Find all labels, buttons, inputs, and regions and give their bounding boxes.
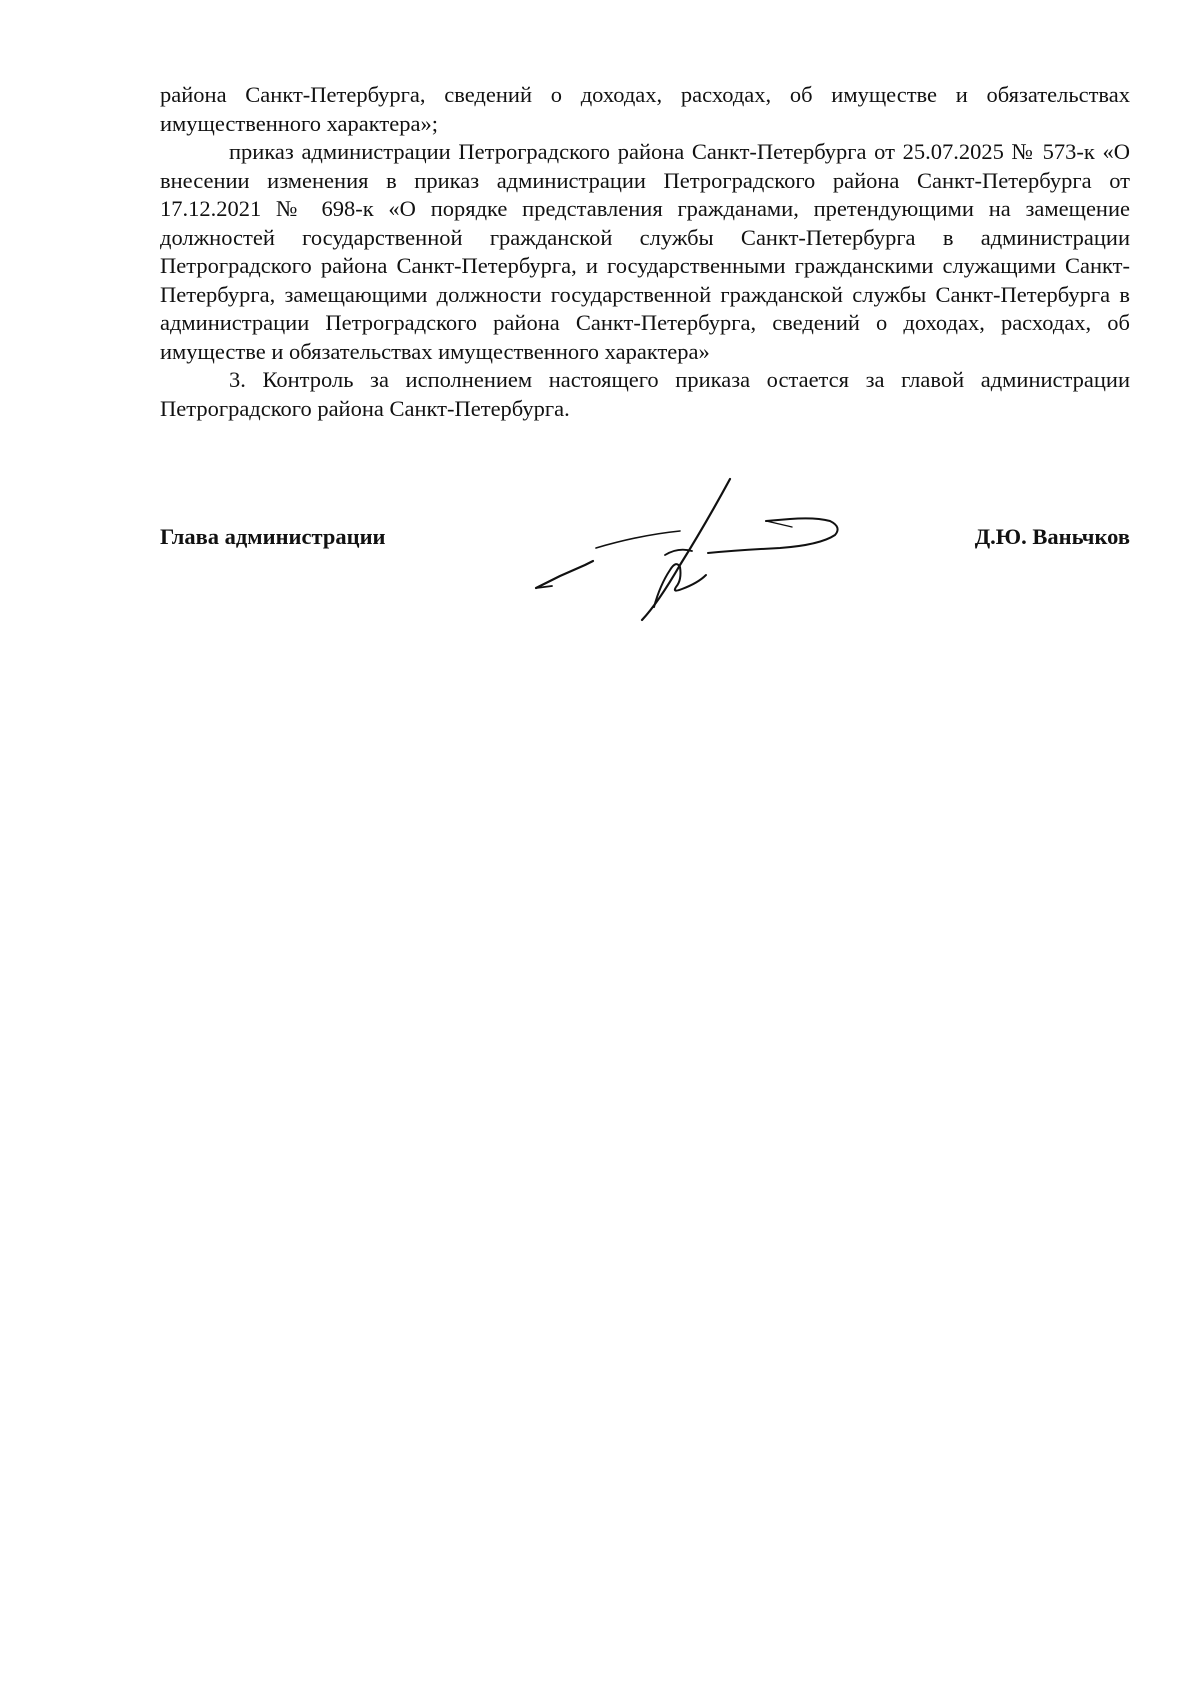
paragraph-continuation: района Санкт-Петербурга, сведений о доходах, расходах, об имуществе и обязательствах имущественного характера»;: [160, 82, 1130, 136]
signatory-name: Д.Ю. Ваньчков: [974, 524, 1130, 549]
paragraph-order-reference: приказ администрации Петроградского района Санкт-Петербурга от 25.07.2025 № 573-к «О внесении изменения в приказ администрации Петроградского района Санкт-Петербурга от 17.12.2021 № 698-к «О порядке представления гражданами, претендующими на замещение должностей государственной гражданской службы Санкт-Петербурга в администрации Петроградского района Санкт-Петербурга, и государственными гражданскими служащими Санкт-Петербурга, замещающими должности государственной гражданской службы Санкт-Петербурга в администрации Петроградского района Санкт-Петербурга, сведений о доходах, расходах, об имуществе и обязательствах имущественного характера»: [160, 139, 1130, 364]
document-body: [160, 81, 1130, 423]
signatory-title: Глава администрации: [160, 524, 386, 549]
paragraph-control-clause: 3. Контроль за исполнением настоящего приказа остается за главой администрации Петроградского района Санкт-Петербурга.: [160, 367, 1130, 421]
handwritten-signature: [530, 475, 930, 625]
